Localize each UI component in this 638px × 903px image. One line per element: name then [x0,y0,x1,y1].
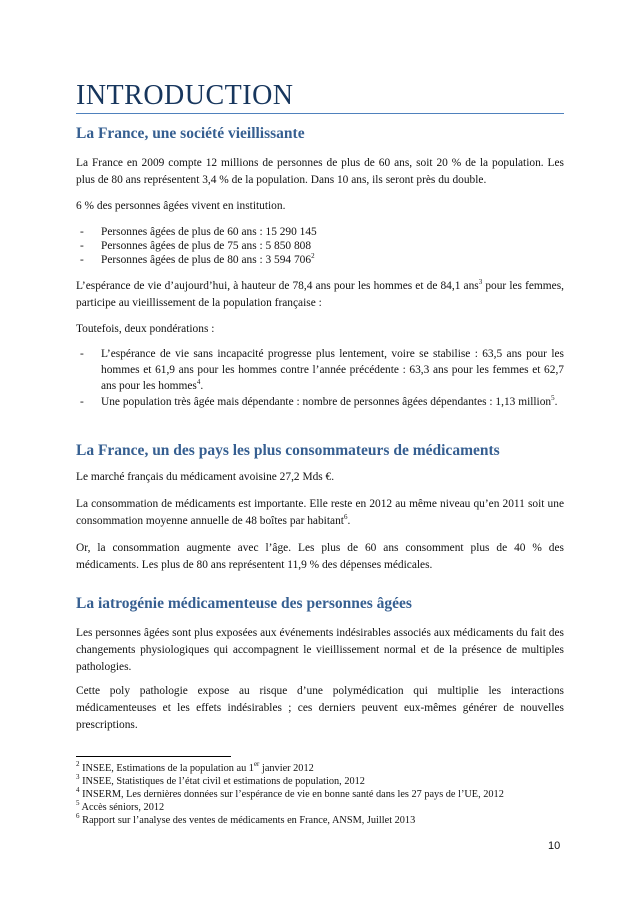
footnote-ref: 2 [311,252,315,260]
list-item: - Une population très âgée mais dépendante : nombre de personnes âgées dépendantes : 1,13 million$^5$. [80,394,558,408]
title-underline [76,113,564,114]
footnote-ref: 4 [196,378,201,386]
paragraph: Les personnes âgées sont plus exposées aux événements indésirables associés aux médicaments du fait des changements physiologiques qui accompagnent le vieillissement normal et de la présence de multiples pathologies. [76,627,564,673]
list-item: - Personnes âgées de plus de 75 ans : 5 850 808 [80,240,312,252]
section-heading-2: La France, un des pays les plus consommateurs de médicaments [76,442,500,459]
section-heading-1: La France, une société vieillissante [76,125,305,142]
footnote: $^4$ INSERM, Les dernières données sur l’espérance de vie en bonne santé dans les 27 pays de l’UE, 2012 [76,786,504,800]
paragraph: Le marché français du médicament avoisine 27,2 Mds €. [76,471,335,483]
paragraph: L’espérance de vie d’aujourd’hui, à hauteur de 78,4 ans pour les hommes et de 84,1 ans$^3$ pour les femmes, participe au vieillissement de la population française : [76,278,564,309]
age-list [76,225,564,267]
paragraph: La France en 2009 compte 12 millions de personnes de plus de 60 ans, soit 20 % de la population. Les plus de 80 ans représentent 3,4 % de la population. Dans 10 ans, ils seront près du double. [76,157,564,186]
footnote: $^5$ Accès séniors, 2012 [76,799,165,813]
footnote: $^2$ INSEE, Estimations de la population au 1er janvier 2012 [76,760,314,774]
list-item: - Personnes âgées de plus de 60 ans : 15 290 145 [80,226,317,238]
page-number: 10 [548,840,561,852]
footnote-separator [76,756,231,757]
weighting-list [76,346,564,410]
paragraph: Cette poly pathologie expose au risque d’une polymédication qui multiplie les interactions médicamenteuses et les effets indésirables ; ces derniers peuvent eux-mêmes générer de nouvelles prescriptions. [76,685,564,731]
footnote: $^6$ Rapport sur l’analyse des ventes de médicaments en France, ANSM, Juillet 2013 [76,812,416,826]
footnote: $^3$ INSEE, Statistiques de l’état civil et estimations de population, 2012 [76,773,365,787]
list-item: - L’espérance de vie sans incapacité progresse plus lentement, voire se stabilise : 63,5 ans pour les hommes et 61,9 ans pour les hommes contre l’année précédente : 63,3 ans pour les femmes et 62,7 ans pour les hommes$^4$. [80,348,564,392]
footnote-ref: 5 [551,394,555,402]
list-item: - Personnes âgées de plus de 80 ans : 3 594 $706^2$ [80,252,315,266]
paragraph: La consommation de médicaments est importante. Elle reste en 2012 au même niveau qu’en 2011 soit une consommation moyenne annuelle de 48 boîtes par habitant$^6$. [76,498,564,527]
paragraph: Or, la consommation augmente avec l’âge. Les plus de 60 ans consomment plus de 40 % des médicaments. Les plus de 80 ans représentent 11,9 % des dépenses médicales. [76,542,564,571]
paragraph: 6 % des personnes âgées vivent en institution. [76,200,286,212]
page-title: INTRODUCTION [76,80,294,111]
footnote-ref: 6 [343,513,348,521]
section-heading-3: La iatrogénie médicamenteuse des personnes âgées [76,595,412,612]
footnote-ref: 3 [478,278,483,286]
footnotes [76,762,504,827]
paragraph: Toutefois, deux pondérations : [76,323,215,335]
